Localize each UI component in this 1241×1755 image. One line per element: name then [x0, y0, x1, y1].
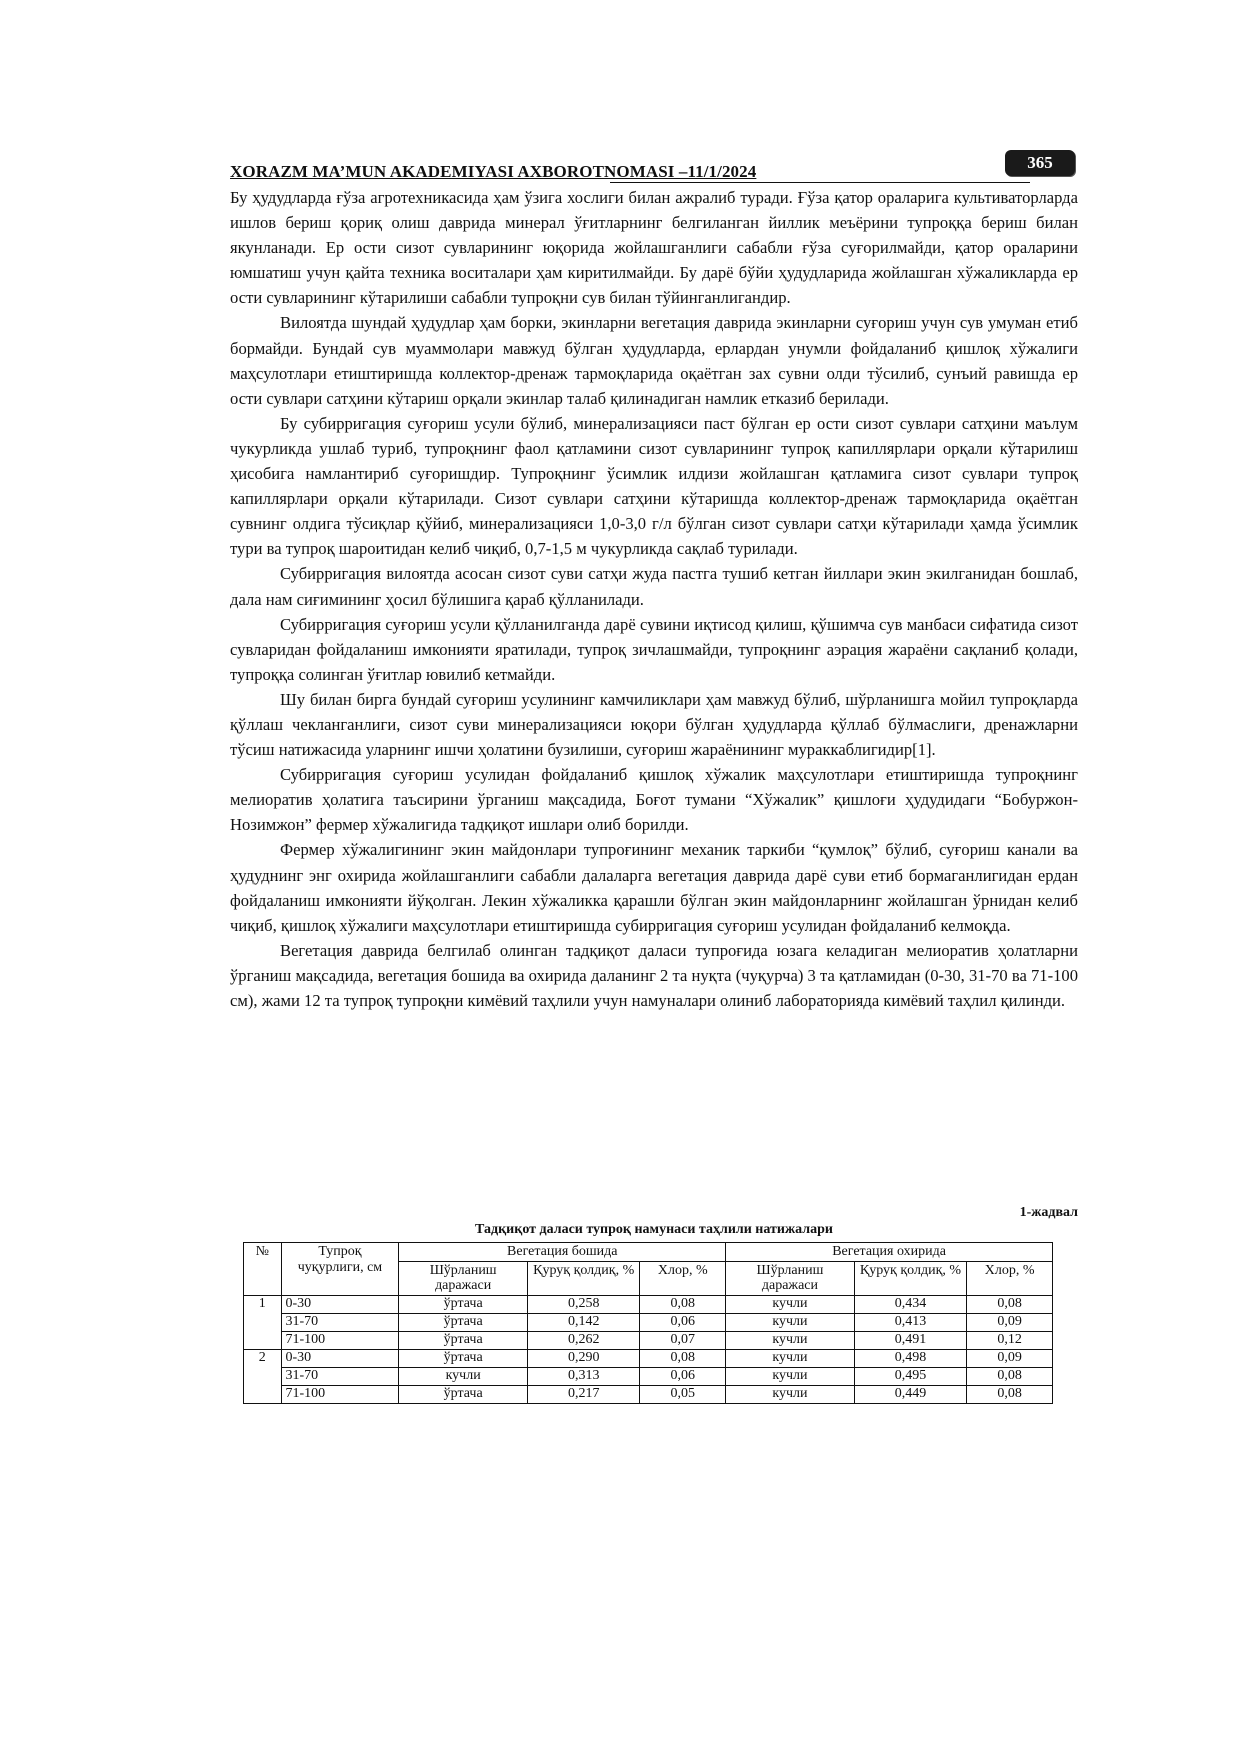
page-number-badge: 365	[1005, 150, 1075, 176]
paragraph: Бу ҳудудларда ғўза агротехникасида ҳам ўзига хослиги билан ажралиб туради. Ғўза қатор ораларига культиваторларда ишлов бериш қориқ олиш даврида минерал ўғитларнинг белгиланган йиллик меъёрини тупроққа бериш билан якунланади. Ер ости сизот сувларининг юқорида жойлашганлиги сабабли ғўза суғорилмайди, қатор ораларини юмшатиш учун қайта техника воситалари ҳам киритилмайди. Бу дарё бўйи ҳудудларида жойлашган хўжаликларда ер ости сувларининг кўтарилиши сабабли тупроқни сув билан тўйинганлигандир.	[230, 188, 1078, 308]
salinity-start-cell: ўртача	[399, 1295, 528, 1313]
paragraph: Вилоятда шундай ҳудудлар ҳам борки, экинларни вегетация даврида экинларни суғориш учун сув умуман етиб бормайди. Бундай сув муаммолари мавжуд бўлган ҳудудларда, ерлардан унумли фойдаланиб қишлоқ хўжалиги маҳсулотлари етиштиришда коллектор-дренаж тармоқларида оқаётган зах сувни олди тўсилиб, сунъий равишда ер ости сувлари сатҳини кўтариш орқали экинлар талаб қилинадиган намлик етказиб берилади.	[230, 313, 1078, 408]
paragraph: Субирригация суғориш усули қўлланилганда дарё сувини иқтисод қилиш, қўшимча сув манбаси сифатида сизот сувларидан фойдаланиш имконияти яратилади, тупроқ зичлашмайди, тупроқнинг аэрация жараёни сақланиб қолади, тупроққа солинган ўғитлар ювилиб кетмайди.	[230, 614, 1078, 684]
point-number-cell: 1	[244, 1295, 282, 1349]
header-residue-start: Қуруқ қолдиқ, %	[527, 1261, 640, 1295]
paragraph: Субирригация вилоятда асосан сизот суви сатҳи жуда пастга тушиб кетган йиллари экин экилганидан бошлаб, дала нам сиғимининг ҳосил бўлишига қараб қўлланилади.	[230, 564, 1078, 609]
paragraph: Субирригация суғориш усулидан фойдаланиб қишлоқ хўжалик маҳсулотлари етиштиришда тупроқнинг мелиоратив ҳолатига таъсирини ўрганиш мақсадида, Боғот тумани “Хўжалик” қишлоғи ҳудудидаги “Бобуржон-Нозимжон” фермер хўжалигида тадқиқот ишлари олиб борилди.	[230, 765, 1078, 835]
results-table	[243, 1242, 1053, 1404]
paragraph: Бу субирригация суғориш усули бўлиб, минерализацияси паст бўлган ер ости сизот сувлари сатҳини маълум чукурликда ушлаб туриб, тупроқнинг фаол қатламини сизот сувларининг тупроқ капиллярлари орқали кўтарилиш ҳисобига намлантириб суғоришдир. Тупроқнинг ўсимлик илдизи жойлашган қатламига сизот сувлари тупроқ капиллярлари орқали кўтарилади. Сизот сувлари сатҳини кўтаришда коллектор-дренаж тармоқларида оқаётган сувнинг олдига тўсиқлар қўйиб, минерализацияси 1,0-3,0 г/л бўлган сизот сувлари сатҳи кўтарилади ҳамда ўсимлик тури ва тупроқ шароитидан келиб чиқиб, 0,7-1,5 м чукурликда сақлаб турилади.	[230, 413, 1078, 559]
chlorine-start-cell: 0,08	[640, 1295, 726, 1313]
chlorine-end-cell: 0,08	[967, 1385, 1053, 1403]
table-row	[244, 1313, 1053, 1331]
residue-end-cell: 0,498	[854, 1349, 967, 1367]
residue-start-cell: 0,262	[527, 1331, 640, 1349]
chlorine-end-cell: 0,12	[967, 1331, 1053, 1349]
salinity-end-cell: кучли	[726, 1295, 855, 1313]
depth-cell: 0-30	[281, 1349, 399, 1367]
table-label: 1-жадвал	[1019, 1205, 1078, 1220]
residue-start-cell: 0,258	[527, 1295, 640, 1313]
header-salinity-start: Шўрланиш даражаси	[399, 1261, 528, 1295]
salinity-start-cell: кучли	[399, 1367, 528, 1385]
residue-end-cell: 0,491	[854, 1331, 967, 1349]
point-number-cell: 2	[244, 1349, 282, 1403]
residue-end-cell: 0,413	[854, 1313, 967, 1331]
header-residue-end: Қуруқ қолдиқ, %	[854, 1261, 967, 1295]
article-body	[230, 185, 1078, 1013]
chlorine-end-cell: 0,09	[967, 1349, 1053, 1367]
salinity-end-cell: кучли	[726, 1367, 855, 1385]
residue-start-cell: 0,290	[527, 1349, 640, 1367]
salinity-start-cell: ўртача	[399, 1349, 528, 1367]
salinity-end-cell: кучли	[726, 1385, 855, 1403]
chlorine-start-cell: 0,08	[640, 1349, 726, 1367]
page-header	[230, 150, 1080, 184]
header-no: №	[244, 1243, 282, 1296]
residue-start-cell: 0,142	[527, 1313, 640, 1331]
header-rule	[610, 182, 1030, 183]
residue-end-cell: 0,449	[854, 1385, 967, 1403]
table-row	[244, 1295, 1053, 1313]
table-row	[244, 1385, 1053, 1403]
residue-start-cell: 0,217	[527, 1385, 640, 1403]
journal-title: XORAZM MA’MUN AKADEMIYASI AXBOROTNOMASI –11/1/2024	[230, 162, 757, 181]
paragraph: Шу билан бирга бундай суғориш усулининг камчиликлари ҳам мавжуд бўлиб, шўрланишга мойил тупроқларда қўллаш чекланганлиги, сизот суви минерализацияси юқори бўлган ҳудудларда қўллаб бўлмаслиги, дренажларни тўсиш натижасида уларнинг ишчи ҳолатини бузилиши, суғориш жараёнининг мураккаблигидир[1].	[230, 689, 1078, 760]
header-chlorine-start: Хлор, %	[640, 1261, 726, 1295]
table-title: Тадқиқот даласи тупроқ намунаси таҳлили натижалари	[475, 1222, 833, 1237]
header-depth: Тупроқ чуқурлиги, см	[281, 1243, 399, 1296]
chlorine-start-cell: 0,07	[640, 1331, 726, 1349]
chlorine-start-cell: 0,06	[640, 1313, 726, 1331]
residue-end-cell: 0,434	[854, 1295, 967, 1313]
header-chlorine-end: Хлор, %	[967, 1261, 1053, 1295]
salinity-start-cell: ўртача	[399, 1385, 528, 1403]
salinity-start-cell: ўртача	[399, 1313, 528, 1331]
salinity-end-cell: кучли	[726, 1349, 855, 1367]
salinity-end-cell: кучли	[726, 1331, 855, 1349]
depth-cell: 31-70	[281, 1367, 399, 1385]
residue-end-cell: 0,495	[854, 1367, 967, 1385]
header-vegetation-start: Вегетация бошида	[399, 1243, 726, 1262]
table-header-row	[244, 1243, 1053, 1262]
salinity-start-cell: ўртача	[399, 1331, 528, 1349]
chlorine-end-cell: 0,09	[967, 1313, 1053, 1331]
table-body	[244, 1295, 1053, 1403]
depth-cell: 71-100	[281, 1385, 399, 1403]
depth-cell: 0-30	[281, 1295, 399, 1313]
chlorine-end-cell: 0,08	[967, 1295, 1053, 1313]
depth-cell: 31-70	[281, 1313, 399, 1331]
chlorine-end-cell: 0,08	[967, 1367, 1053, 1385]
paragraph: Вегетация даврида белгилаб олинган тадқиқот даласи тупроғида юзага келадиган мелиоратив ҳолатларни ўрганиш мақсадида, вегетация бошида ва охирида даланинг 2 та нуқта (чуқурча) 3 та қатламидан (0-30, 31-70 ва 71-100 см), жами 12 та тупроқ тупроқни кимёвий таҳлили учун намуналари олиниб лабораторияда кимёвий таҳлил қилинди.	[230, 940, 1078, 1010]
table-row	[244, 1349, 1053, 1367]
chlorine-start-cell: 0,05	[640, 1385, 726, 1403]
paragraph: Фермер хўжалигининг экин майдонлари тупроғининг механик таркиби “қумлоқ” бўлиб, суғориш канали ва ҳудуднинг энг охирида жойлашганлиги сабабли далаларга вегетация даврида дарё суви етиб бормаганлигидан ердан фойдаланиш имконияти йўқолган. Лекин хўжаликка қарашли бўлган экин майдонларнинг жойлашган ўрнидан келиб чиқиб, қишлоқ хўжалиги маҳсулотлари етиштиришда субирригация суғориш усулидан фойдаланиб келмоқда.	[230, 840, 1078, 935]
table-row	[244, 1367, 1053, 1385]
header-vegetation-end: Вегетация охирида	[726, 1243, 1053, 1262]
table-row	[244, 1331, 1053, 1349]
chlorine-start-cell: 0,06	[640, 1367, 726, 1385]
residue-start-cell: 0,313	[527, 1367, 640, 1385]
salinity-end-cell: кучли	[726, 1313, 855, 1331]
header-salinity-end: Шўрланиш даражаси	[726, 1261, 855, 1295]
depth-cell: 71-100	[281, 1331, 399, 1349]
